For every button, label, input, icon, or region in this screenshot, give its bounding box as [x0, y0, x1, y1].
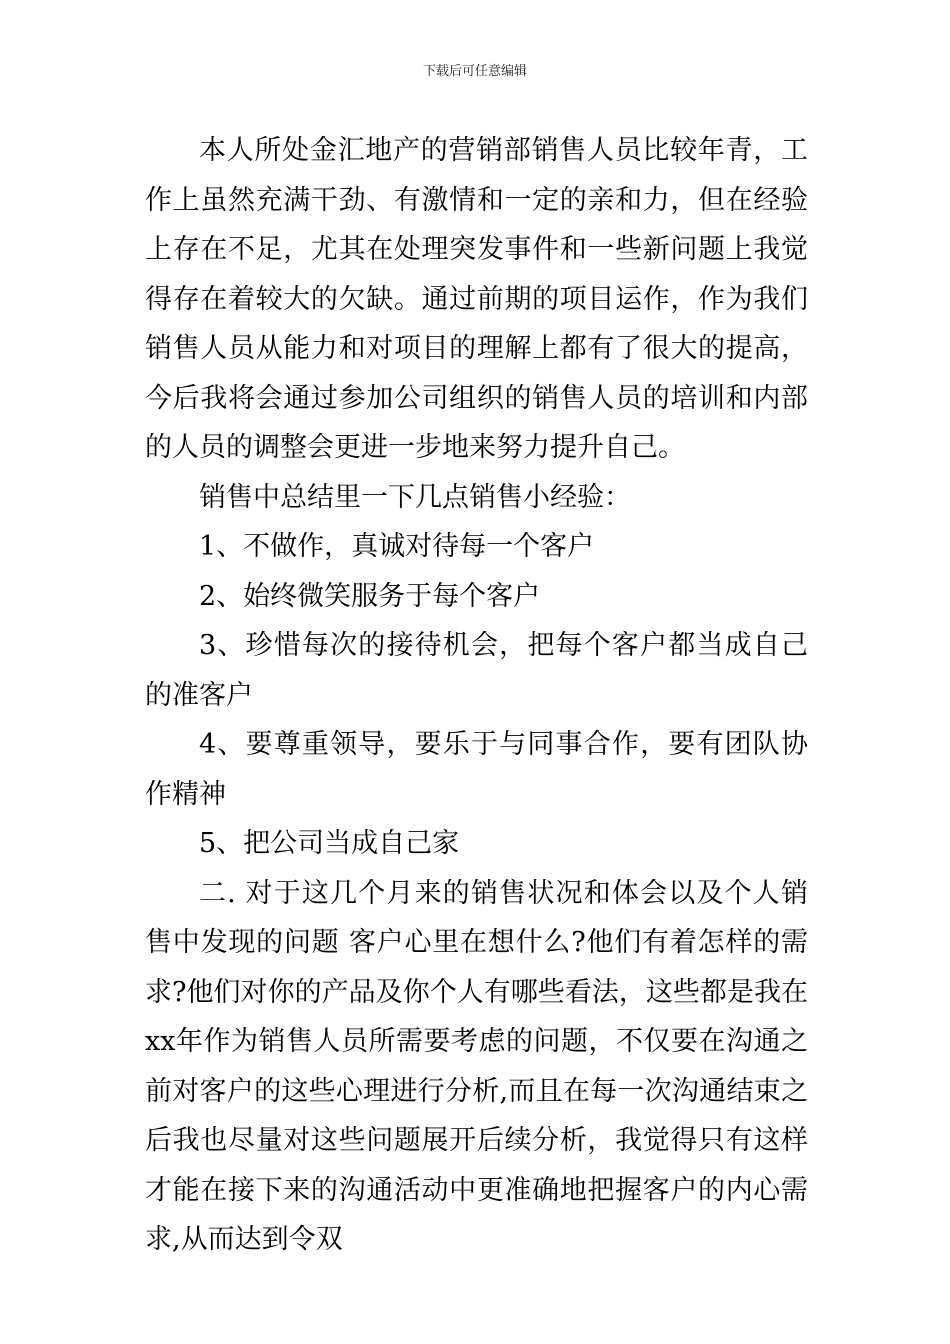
paragraph-experience-heading: 销售中总结里一下几点销售小经验：	[199, 481, 631, 513]
list-item-1: 1、不做作，真诚对待每一个客户	[199, 531, 595, 562]
document-body	[145, 126, 808, 1265]
paragraph-intro: 本人所处金汇地产的营销部销售人员比较年青，工作上虽然充满干劲、有激情和一定的亲和力，但在经验上存在不足，尤其在处理突发事件和一些新问题上我觉得存在着较大的欠缺。通过前期的项目运作，作为我们销售人员从能力和对项目的理解上都有了很大的提高，今后我将会通过参加公司组织的销售人员的培训和内部的人员的调整会更进一步地来努力提升自己。	[145, 135, 808, 463]
page-header: 下载后可任意编辑	[422, 64, 527, 79]
list-item-4: 4、要尊重领导，要乐于与同事合作，要有团队协作精神	[145, 729, 808, 810]
paragraph-section-two: 二. 对于这几个月来的销售状况和体会以及个人销售中发现的问题 客户心里在想什么?他们有着怎样的需求?他们对你的产品及你个人有哪些看法，这些都是我在xx年作为销售人员所需要考虑的问题，不仅要在沟通之前对客户的这些心理进行分析,而且在每一次沟通结束之后我也尽量对这些问题展开后续分析，我觉得只有这样才能在接下来的沟通活动中更准确地把握客户的内心需求,从而达到令双	[145, 877, 808, 1255]
list-item-2: 2、始终微笑服务于每个客户	[199, 580, 541, 612]
list-item-5: 5、把公司当成自己家	[199, 828, 460, 859]
list-item-3: 3、珍惜每次的接待机会，把每个客户都当成自己的准客户	[145, 630, 808, 711]
